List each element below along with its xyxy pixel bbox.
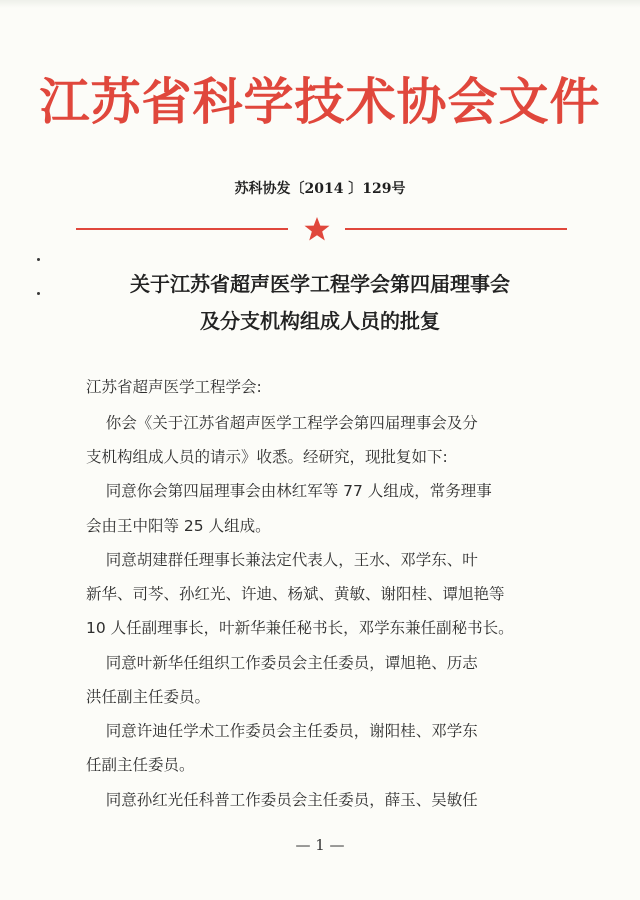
body-line: 会由王中阳等 25 人组成。 [86, 517, 271, 535]
title-line-1: 关于江苏省超声医学工程学会第四届理事会 [130, 272, 510, 296]
red-star-icon [303, 216, 331, 242]
title-line-2: 及分支机构组成人员的批复 [200, 309, 440, 333]
body-line: 10 人任副理事长，叶新华兼任秘书长，邓学东兼任副秘书长。 [86, 619, 514, 637]
body-line: 支机构组成人员的请示》收悉。经研究，现批复如下: [86, 448, 448, 466]
scan-edge [0, 0, 640, 8]
body-line: 同意叶新华任组织工作委员会主任委员，谭旭艳、历志 [86, 654, 478, 672]
body-line: 同意许迪任学术工作委员会主任委员，谢阳桂、邓学东 [86, 722, 478, 740]
page-number: — 1 — [295, 836, 345, 854]
scan-dot [37, 258, 40, 261]
masthead-title: 江苏省科学技术协会文件 [39, 72, 601, 131]
body-line: 洪任副主任委员。 [86, 688, 211, 706]
body-line: 同意孙红光任科普工作委员会主任委员，薛玉、吴敏任 [86, 791, 478, 809]
red-rule-right [345, 228, 567, 230]
body-line: 江苏省超声医学工程学会: [86, 378, 262, 396]
body-line: 同意你会第四届理事会由林红军等 77 人组成，常务理事 [86, 482, 492, 500]
red-rule-left [76, 228, 288, 230]
body-line: 新华、司芩、孙红光、许迪、杨斌、黄敏、谢阳桂、谭旭艳等 [86, 585, 505, 603]
document-number: 苏科协发〔2014 〕129号 [234, 181, 406, 197]
body-line: 你会《关于江苏省超声医学工程学会第四届理事会及分 [86, 414, 478, 432]
body-line: 同意胡建群任理事长兼法定代表人，王水、邓学东、叶 [86, 551, 478, 569]
body-line: 任副主任委员。 [86, 756, 195, 774]
